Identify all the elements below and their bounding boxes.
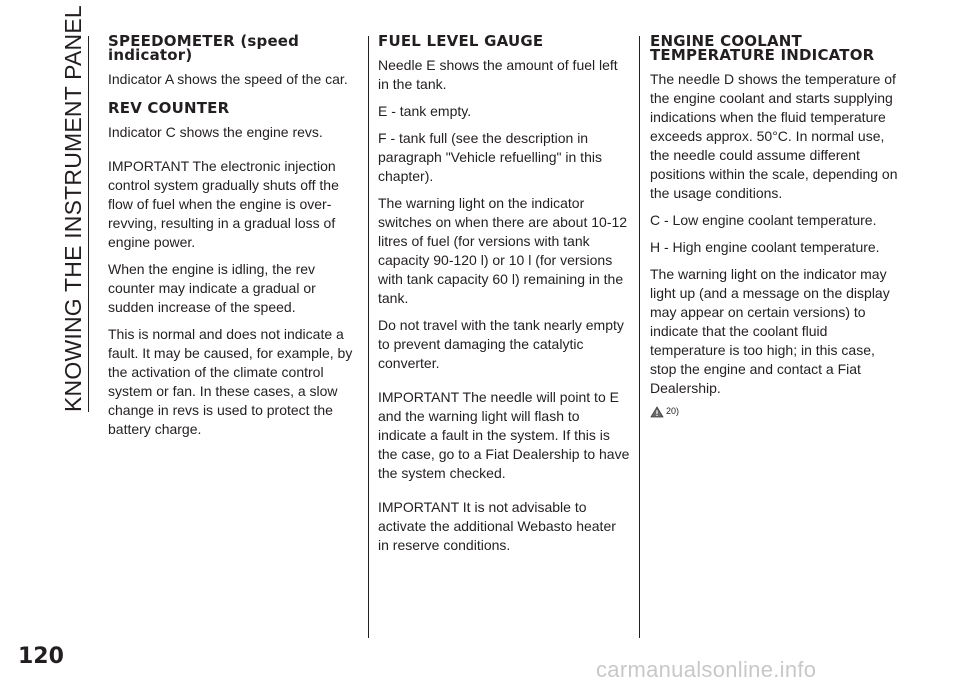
- section-title: KNOWING THE INSTRUMENT PANEL: [60, 5, 86, 412]
- idling-paragraph: When the engine is idling, the rev counter may indicate a gradual or sudden increase of the speed.: [108, 261, 316, 315]
- column-divider: [368, 36, 369, 638]
- normal-behaviour-paragraph: This is normal and does not indicate a fault. It may be caused, for example, by the activation of the climate control system or fan. In these cases, a slow change in revs is used to protect the battery charge.: [108, 326, 353, 437]
- tank-full-text: F - tank full (see the description in paragraph "Vehicle refuelling" in this chapter).: [378, 130, 602, 184]
- important-needle-note: IMPORTANT The needle will point to E and the warning light will flash to indicate a fault in the system. If this is the case, go to a Fiat Dealership to have the system checked.: [378, 389, 630, 481]
- footnote-reference: 20): [666, 406, 680, 416]
- coolant-warning-light-text: The warning light on the indicator may light up (and a message on the display may appear on certain versions) to indicate that the coolant fluid temperature is too high; in this case, stop the engine and contact a Fiat Dealership.: [650, 266, 890, 396]
- page-number: 120: [18, 644, 64, 669]
- important-webasto-note: IMPORTANT It is not advisable to activate the additional Webasto heater in reserve conditions.: [378, 499, 616, 553]
- tank-empty-text: E - tank empty.: [378, 103, 472, 119]
- fuel-needle-text: Needle E shows the amount of fuel left in the tank.: [378, 57, 618, 92]
- coolant-low-text: C - Low engine coolant temperature.: [650, 212, 877, 228]
- column-engine-coolant-temperature: [650, 34, 902, 416]
- speedometer-text: Indicator A shows the speed of the car.: [108, 71, 348, 87]
- heading-rev-counter: REV COUNTER: [108, 99, 230, 117]
- column-fuel-level-gauge: [378, 34, 630, 563]
- heading-fuel-level-gauge: FUEL LEVEL GAUGE: [378, 32, 544, 50]
- warning-triangle-icon: [650, 404, 664, 416]
- coolant-needle-text: The needle D shows the temperature of the engine coolant and starts supplying indications when the fluid temperature exceeds approx. 50°C. In normal use, the needle could assume different positions within the scale, depending on the usage conditions.: [650, 71, 898, 201]
- coolant-high-text: H - High engine coolant temperature.: [650, 239, 880, 255]
- empty-tank-warning-text: Do not travel with the tank nearly empty to prevent damaging the catalytic converter.: [378, 317, 624, 371]
- heading-engine-coolant: ENGINE COOLANT TEMPERATURE INDICATOR: [650, 32, 875, 64]
- rev-counter-text: Indicator C shows the engine revs.: [108, 124, 323, 140]
- footnote: [650, 404, 902, 416]
- column-divider: [639, 36, 640, 638]
- fuel-warning-light-text: The warning light on the indicator switches on when there are about 10-12 litres of fuel (for versions with tank capacity 90-120 l) or 10 l (for versions with tank capacity 60 l) remaining in the tank.: [378, 195, 628, 306]
- heading-speedometer: SPEEDOMETER (speed indicator): [108, 32, 300, 64]
- important-note: IMPORTANT The electronic injection control system gradually shuts off the flow of fuel when the engine is over-revving, resulting in a gradual loss of engine power.: [108, 158, 339, 250]
- column-speedometer-rev-counter: [108, 34, 356, 447]
- watermark: carmanualsonline.info: [596, 657, 817, 682]
